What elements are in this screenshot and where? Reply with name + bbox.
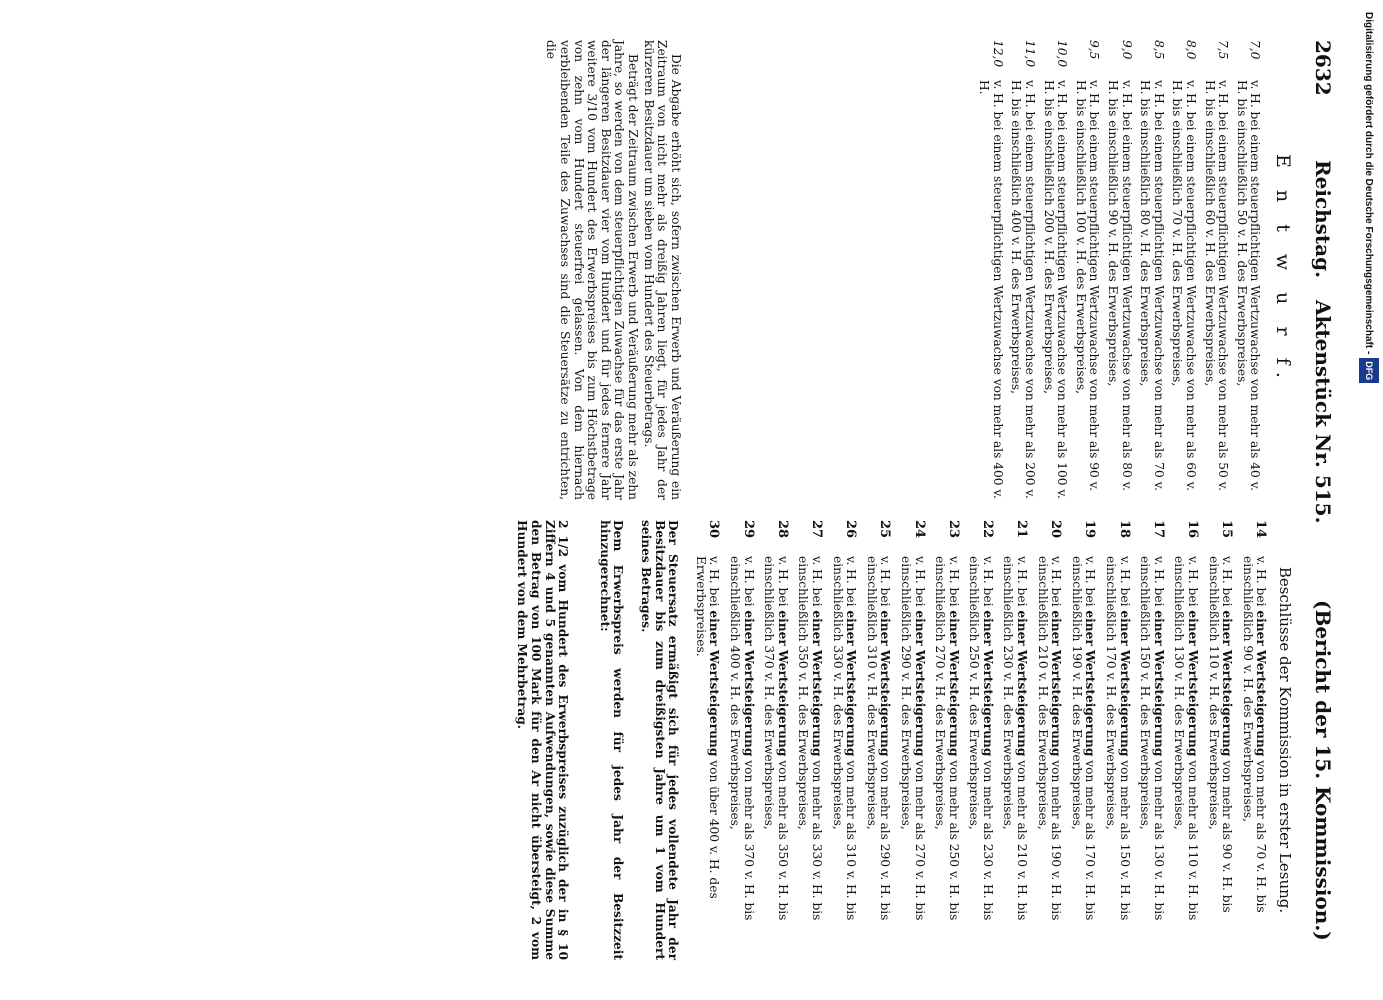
entry-rate: 23 — [945, 520, 961, 539]
left-column — [542, 40, 1293, 500]
entry-post: von über 400 v. H. des Erwerbspreises. — [693, 556, 722, 899]
entry-bold: einer Wertsteigerung — [1254, 610, 1269, 757]
entry-bold: einer Wertsteigerung — [1220, 610, 1235, 757]
entry-rate: 26 — [843, 520, 859, 539]
commission-entry — [1103, 520, 1130, 960]
commission-entry — [1035, 520, 1062, 960]
entry-text — [1206, 556, 1233, 960]
entry-post: von mehr als 290 v. H. bis einschließlich 310 v. H. des Erwerbspreises, — [864, 556, 893, 921]
entry-pre: v. H. bei — [1083, 556, 1098, 611]
entry-rate: 20 — [1048, 520, 1064, 539]
entry-rate: 22 — [979, 520, 995, 539]
entry-post: von mehr als 310 v. H. bis einschließlich 330 v. H. des Erwerbspreises, — [830, 556, 859, 921]
entry-bold: einer Wertsteigerung — [741, 610, 756, 757]
entry-pre: v. H. bei — [1015, 556, 1030, 611]
entry-text — [1103, 556, 1130, 960]
entry-text — [830, 556, 857, 960]
entry-post: von mehr als 270 v. H. bis einschließlich 290 v. H. des Erwerbspreises, — [898, 556, 927, 921]
entry-pre: v. H. bei — [1220, 556, 1235, 611]
commission-entry — [1138, 520, 1165, 960]
draft-entries — [977, 40, 1262, 500]
commission-entry — [1001, 520, 1028, 960]
entry-post: von mehr als 150 v. H. bis einschließlich 170 v. H. des Erwerbspreises, — [1104, 556, 1132, 921]
entry-pre: v. H. bei — [946, 556, 961, 611]
entry-post: von mehr als 350 v. H. bis einschließlich 370 v. H. des Erwerbspreises, — [762, 556, 790, 921]
entry-pre: v. H. bei — [1151, 556, 1166, 611]
entry-post: von mehr als 250 v. H. bis einschließlich 270 v. H. des Erwerbspreises, — [933, 556, 961, 921]
entry-text — [762, 556, 789, 960]
commission-entry — [693, 520, 720, 960]
commission-paragraph: Der Steuersatz ermäßigt sich für jedes vollendete Jahr der Besitzdauer bis zum dreißigsten Jahre um 1 vom Hundert seines Betrages. — [639, 520, 681, 960]
entry-pre: v. H. bei — [1186, 556, 1201, 611]
commission-entry — [1206, 520, 1233, 960]
entry-pre: v. H. bei — [741, 556, 756, 611]
entry-text — [898, 556, 925, 960]
entry-bold: einer Wertsteigerung — [878, 610, 893, 757]
entry-text: v. H. bei einem steuerpflichtigen Wertzuwachse von mehr als 50 v. H. bis einschließlich 60 v. H. des Erwerbspreises, — [1202, 80, 1231, 491]
entry-pre: v. H. bei — [912, 556, 927, 611]
entry-bold: einer Wertsteigerung — [1186, 610, 1201, 757]
entry-post: von mehr als 330 v. H. bis einschließlich 350 v. H. des Erwerbspreises, — [796, 556, 824, 921]
commission-entry — [1240, 520, 1267, 960]
entry-rate: 18 — [1116, 520, 1132, 539]
entry-text: v. H. bei einem steuerpflichtigen Wertzuwachse von mehr als 200 v. H. bis einschließlich 400 v. H. des Erwerbspreises, — [1009, 80, 1038, 499]
entry-bold: einer Wertsteigerung — [844, 610, 859, 757]
entry-post: von mehr als 130 v. H. bis einschließlich 150 v. H. des Erwerbspreises, — [1138, 556, 1166, 921]
entry-text — [933, 556, 960, 960]
draft-entry — [1234, 40, 1261, 500]
entry-text — [864, 556, 891, 960]
draft-title: E n t w u r f. — [1272, 154, 1294, 386]
entry-rate: 21 — [1014, 520, 1030, 539]
entry-text — [693, 556, 720, 960]
entry-rate: 17 — [1150, 520, 1166, 539]
entry-rate: 7,0 — [1248, 40, 1263, 60]
entry-text: v. H. bei einem steuerpflichtigen Wertzuwachse von mehr als 400 v. H. — [977, 80, 1005, 499]
draft-paragraph: Die Abgabe erhöht sich, sofern zwischen Erwerb und Veräußerung ein Zeitraum von nicht mehr als dreißig Jahren liegt, für jedes Jahr der kürzeren Besitzdauer um sieben vom Hundert des Steuerbetrags. — [641, 40, 683, 500]
draft-entry — [1009, 40, 1036, 500]
header-title-mid: Aktenstück Nr. 515. — [1311, 300, 1335, 524]
entry-text — [727, 556, 754, 960]
page-header — [1301, 40, 1335, 960]
entry-post: von mehr als 90 v. H. bis einschließlich 110 v. H. des Erwerbspreises, — [1206, 556, 1235, 913]
entry-text — [1069, 556, 1096, 960]
entry-rate: 15 — [1219, 520, 1235, 539]
commission-entry — [864, 520, 891, 960]
commission-entry — [796, 520, 823, 960]
entry-bold: einer Wertsteigerung — [707, 610, 722, 757]
entry-bold: einer Wertsteigerung — [912, 610, 927, 757]
entry-rate: 29 — [740, 520, 756, 539]
entry-rate: 24 — [911, 520, 927, 539]
entry-bold: einer Wertsteigerung — [980, 610, 995, 757]
page-number: 2632 — [1311, 40, 1335, 96]
commission-entry — [727, 520, 754, 960]
entry-rate: 11,0 — [1023, 40, 1038, 68]
entry-bold: einer Wertsteigerung — [1049, 610, 1064, 757]
entry-text — [1001, 556, 1028, 960]
dfg-logo: DFG — [1359, 358, 1379, 383]
entry-rate: 9,5 — [1087, 40, 1102, 60]
commission-entries — [693, 520, 1267, 960]
entry-rate: 27 — [808, 520, 824, 539]
draft-entry — [1041, 40, 1068, 500]
entry-rate: 7,5 — [1216, 40, 1231, 60]
header-title-right: (Bericht der 15. Kommission.) — [1311, 600, 1335, 941]
entry-bold: einer Wertsteigerung — [1083, 610, 1098, 757]
entry-post: von mehr als 230 v. H. bis einschließlich 250 v. H. des Erwerbspreises, — [967, 556, 995, 921]
commission-entry — [1172, 520, 1199, 960]
credit-text: Digitalisierung gefördert durch die Deutsche Forschungsgemeinschaft - — [1363, 12, 1374, 355]
entry-rate: 8,0 — [1184, 40, 1199, 60]
draft-entry — [1202, 40, 1229, 500]
entry-pre: v. H. bei — [1049, 556, 1064, 611]
entry-text — [1172, 556, 1199, 960]
entry-pre: v. H. bei — [878, 556, 893, 611]
entry-post: von mehr als 370 v. H. bis einschließlich 400 v. H. des Erwerbspreises, — [728, 556, 756, 921]
commission-entry — [933, 520, 960, 960]
entry-post: von mehr als 70 v. H. bis einschließlich 90 v. H. des Erwerbspreises, — [1240, 556, 1269, 913]
entry-rate: 16 — [1185, 520, 1201, 539]
entry-post: von mehr als 190 v. H. bis einschließlich 210 v. H. des Erwerbspreises, — [1035, 556, 1064, 921]
draft-paragraph: Beträgt der Zeitraum zwischen Erwerb und Veräußerung mehr als zehn Jahre, so werden von dem steuerpflichtigen Zuwachse für das erste Jahr der längeren Besitzdauer vier vom Hundert und für jedes fernere Jahr weitere 3/10 vom Hundert des Erwerbspreises bis zum Höchstbetrage von zehn vom Hundert steuerfrei gelassen. Von dem hiernach verbleibenden Teile des Zuwachses sind die Steuersätze zu entrichten, die — [544, 40, 640, 500]
entry-text: v. H. bei einem steuerpflichtigen Wertzuwachse von mehr als 90 v. H. bis einschließlich 100 v. H. des Erwerbspreises, — [1073, 80, 1102, 491]
commission-entry — [762, 520, 789, 960]
draft-entry — [1073, 40, 1100, 500]
commission-entry — [1069, 520, 1096, 960]
entry-rate: 14 — [1253, 520, 1269, 539]
commission-entry — [967, 520, 994, 960]
entry-rate: 9,0 — [1119, 40, 1134, 60]
right-column — [515, 520, 1293, 960]
draft-entry — [1105, 40, 1132, 500]
entry-pre: v. H. bei — [775, 556, 790, 611]
entry-rate: 28 — [774, 520, 790, 539]
entry-bold: einer Wertsteigerung — [946, 610, 961, 757]
entry-text: v. H. bei einem steuerpflichtigen Wertzuwachse von mehr als 40 v. H. bis einschließlich 50 v. H. des Erwerbspreises, — [1234, 80, 1263, 491]
entry-pre: v. H. bei — [844, 556, 859, 611]
entry-bold: einer Wertsteigerung — [775, 610, 790, 757]
entry-text: v. H. bei einem steuerpflichtigen Wertzuwachse von mehr als 80 v. H. bis einschließlich 90 v. H. des Erwerbspreises, — [1106, 80, 1134, 491]
entry-bold: einer Wertsteigerung — [1151, 610, 1166, 757]
entry-bold: einer Wertsteigerung — [1117, 610, 1132, 757]
entry-rate: 10,0 — [1055, 40, 1070, 68]
commission-title: Beschlüsse der Kommission in erster Lesung. — [1276, 566, 1294, 914]
commission-entry — [830, 520, 857, 960]
draft-entry — [1138, 40, 1165, 500]
draft-entry — [1170, 40, 1197, 500]
entry-pre: v. H. bei — [809, 556, 824, 611]
entry-rate: 25 — [877, 520, 893, 539]
entry-text: v. H. bei einem steuerpflichtigen Wertzuwachse von mehr als 70 v. H. bis einschließlich 80 v. H. des Erwerbspreises, — [1138, 80, 1166, 491]
entry-rate: 19 — [1082, 520, 1098, 539]
entry-rate: 12,0 — [990, 40, 1005, 68]
entry-pre: v. H. bei — [980, 556, 995, 611]
entry-bold: einer Wertsteigerung — [809, 610, 824, 757]
entry-rate: 30 — [706, 520, 722, 539]
entry-text — [1035, 556, 1062, 960]
commission-paragraph: Dem Erwerbspreis werden für jedes Jahr der Besitzzeit hinzugerechnet: — [597, 520, 626, 960]
entry-text: v. H. bei einem steuerpflichtigen Wertzuwachse von mehr als 60 v. H. bis einschließlich 70 v. H. des Erwerbspreises, — [1170, 80, 1199, 491]
commission-paragraph: 2 1/2 vom Hundert des Erwerbspreises zuzüglich der in § 10 Ziffern 4 und 5 genannten Aufwendungen, sowie diese Summe den Betrag von 100 Mark für den Ar nicht übersteigt, 2 vom Hundert von dem Mehrbetrag. — [515, 520, 571, 960]
draft-entry — [977, 40, 1004, 500]
commission-entry — [898, 520, 925, 960]
entry-pre: v. H. bei — [707, 556, 722, 611]
digitization-credit — [1359, 12, 1379, 892]
entry-text — [1240, 556, 1267, 960]
header-title-left: Reichstag. — [1311, 160, 1335, 279]
entry-text — [796, 556, 823, 960]
entry-rate: 8,5 — [1151, 40, 1166, 60]
entry-post: von mehr als 210 v. H. bis einschließlich 230 v. H. des Erwerbspreises, — [1001, 556, 1030, 921]
entry-text — [1138, 556, 1165, 960]
entry-post: von mehr als 110 v. H. bis einschließlich 130 v. H. des Erwerbspreises, — [1172, 556, 1201, 921]
entry-bold: einer Wertsteigerung — [1015, 610, 1030, 757]
entry-text: v. H. bei einem steuerpflichtigen Wertzuwachse von mehr als 100 v. H. bis einschließlich 200 v. H. des Erwerbspreises, — [1041, 80, 1070, 499]
entry-post: von mehr als 170 v. H. bis einschließlich 190 v. H. des Erwerbspreises, — [1069, 556, 1098, 921]
entry-text — [967, 556, 994, 960]
entry-pre: v. H. bei — [1254, 556, 1269, 611]
entry-pre: v. H. bei — [1117, 556, 1132, 611]
